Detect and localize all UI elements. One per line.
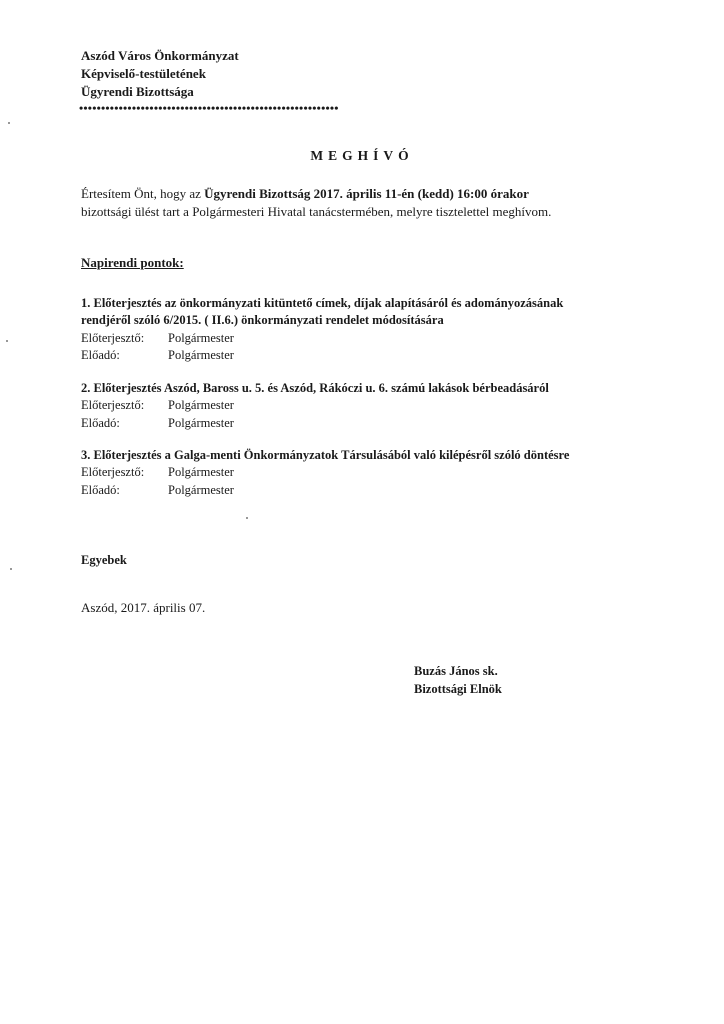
- speaker-label: Előadó:: [81, 416, 120, 430]
- speaker-value: Polgármester: [168, 416, 234, 430]
- agenda-heading: Napirendi pontok:: [81, 255, 184, 270]
- scan-speck: [6, 340, 8, 342]
- presenter-label: Előterjesztő:: [81, 398, 145, 412]
- committee-name: Ügyrendi Bizottsága: [81, 84, 194, 99]
- agenda-item-3-title: 3. Előterjesztés a Galga-menti Önkormányzatok Társulásából való kilépésről szóló döntésre: [81, 448, 570, 462]
- speaker-label: Előadó:: [81, 348, 120, 362]
- document-title: MEGHÍVÓ: [310, 148, 414, 163]
- intro-line-2: bizottsági ülést tart a Polgármesteri Hivatal tanácstermében, melyre tisztelettel meghívom.: [81, 204, 552, 219]
- dotted-separator: •••••••••••••••••••••••••••••••••••••••••••••••••••••••••••: [79, 101, 339, 115]
- intro-line-1: [81, 186, 529, 202]
- presenter-label: Előterjesztő:: [81, 331, 145, 345]
- scan-speck: [8, 122, 10, 124]
- meeting-details: Ügyrendi Bizottság 2017. április 11-én (kedd) 16:00 órakor: [204, 186, 529, 201]
- presenter-value: Polgármester: [168, 398, 234, 412]
- presenter-value: Polgármester: [168, 331, 234, 345]
- misc-item: Egyebek: [81, 553, 127, 567]
- scan-speck: [10, 568, 12, 570]
- speaker-value: Polgármester: [168, 483, 234, 497]
- presenter-label: Előterjesztő:: [81, 465, 145, 479]
- intro-text: Értesítem Önt, hogy az: [81, 186, 201, 201]
- document-date: Aszód, 2017. április 07.: [81, 600, 206, 615]
- agenda-item-2-title: 2. Előterjesztés Aszód, Baross u. 5. és Aszód, Rákóczi u. 6. számú lakások bérbeadásáról: [81, 381, 549, 395]
- speaker-label: Előadó:: [81, 483, 120, 497]
- org-body: Képviselő-testületének: [81, 66, 206, 81]
- org-name: Aszód Város Önkormányzat: [81, 48, 239, 63]
- speaker-value: Polgármester: [168, 348, 234, 362]
- scan-speck: [246, 517, 248, 519]
- signatory-name: Buzás János sk.: [414, 664, 498, 678]
- presenter-value: Polgármester: [168, 465, 234, 479]
- agenda-item-1-title: 1. Előterjesztés az önkormányzati kitüntető címek, díjak alapításáról és adományozásának: [81, 296, 564, 310]
- agenda-item-1-title-cont: rendjéről szóló 6/2015. ( II.6.) önkormányzati rendelet módosítására: [81, 313, 444, 327]
- signatory-role: Bizottsági Elnök: [414, 682, 502, 696]
